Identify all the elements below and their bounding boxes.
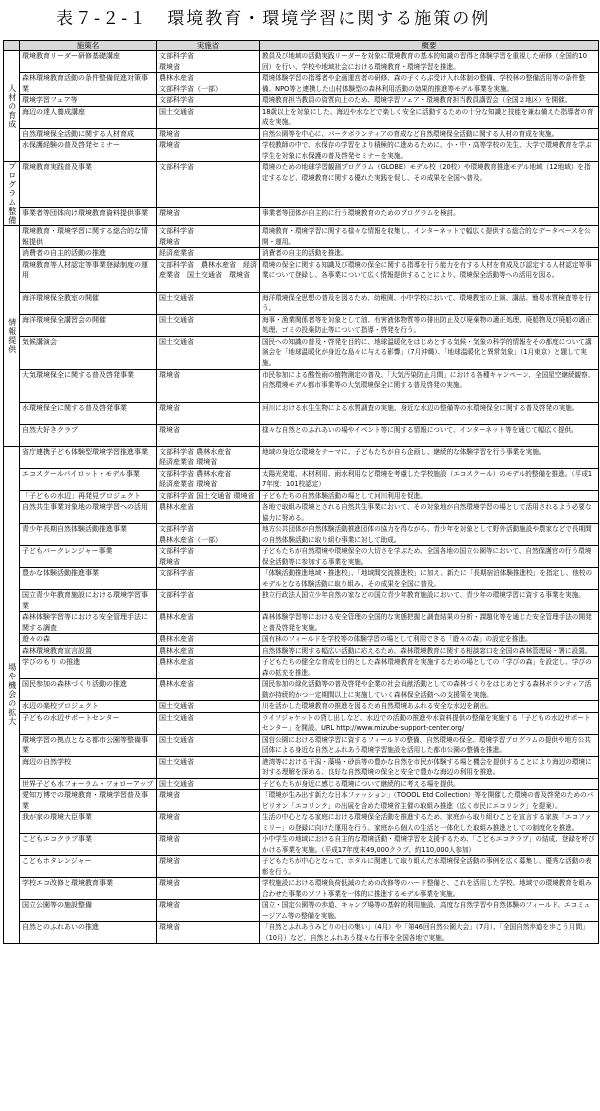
table-row — [4, 162, 599, 208]
overview-cell: 子どもたちが自然環境や環境保全の大切さを学ぶため、全国各地の国立公園等において、自然保護官の行う環境保全活動等に参加する事業を実施。 — [260, 546, 599, 568]
ministry-cell: 経済産業省 — [157, 248, 260, 260]
ministry-cell: 環境省 — [157, 790, 260, 812]
table-row — [4, 73, 599, 95]
policy-name-cell: 気候講演会 — [20, 336, 157, 369]
table-row — [4, 900, 599, 922]
ministry-cell: 国土交通省 — [157, 756, 260, 778]
ministry-cell: 環境省 — [157, 140, 260, 162]
table-row — [4, 612, 599, 634]
table-row — [4, 248, 599, 260]
overview-cell: 港湾等における干潟・藻場・砂浜等の豊かな自然を市民が体験する場と機会を提供することにより海辺の環境に対する理解を深める、良好な自然環境の保全と安全で豊かな海辺の利用を推進。 — [260, 756, 599, 778]
category-cell: プログラム整備 — [4, 162, 20, 226]
table-row — [4, 856, 599, 878]
policy-name-cell: 世界子ども水フォーラム・フォローアップ — [20, 778, 157, 790]
ministry-cell: 環境省 — [157, 812, 260, 834]
header-blank — [4, 41, 20, 51]
table-row — [4, 226, 599, 248]
table-row — [4, 546, 599, 568]
ministry-cell: 農林水産省 文部科学省（一部） — [157, 73, 260, 95]
overview-cell: 環境の保全に関する知識及び環境の保全に関する指導を行う能力を有する人材を育成及び認定する人材認定等事業について登録し、各事業について広く情報提供することにより、環境保全活動等への活用を図る。 — [260, 259, 599, 292]
table-row — [4, 140, 599, 162]
overview-cell: 「体験活動推進地域・推進校」、「地域間交流推進校」に加え、新たに「長期宿泊体験推進校」を指定し、他校のモデルとなる体験活動に取り組み、その成果を全国に普及。 — [260, 568, 599, 590]
policy-name-cell: こどもエコクラブ事業 — [20, 834, 157, 856]
ministry-cell: 文部科学省 国土交通省 環境省 — [157, 490, 260, 502]
policy-name-cell: 水保護経験の普及啓発セミナー — [20, 140, 157, 162]
table-row — [4, 778, 599, 790]
ministry-cell: 環境省 — [157, 922, 260, 944]
table-row — [4, 645, 599, 657]
policy-name-cell: 子どもの水辺サポートセンター — [20, 712, 157, 734]
header-ministry: 実施省 — [157, 41, 260, 51]
ministry-cell: 国土交通省 — [157, 734, 260, 756]
table-row — [4, 568, 599, 590]
overview-cell: 様々な自然とのふれあいの場やイベント等に関する情報について、インターネット等を通じて幅広く提供。 — [260, 424, 599, 446]
policy-name-cell: 海辺の自然学校 — [20, 756, 157, 778]
policy-name-cell: 海辺の達人養成講座 — [20, 106, 157, 128]
table-row — [4, 590, 599, 612]
policy-name-cell: 環境教育等人材認定等事業登録制度の運用 — [20, 259, 157, 292]
ministry-cell: 農林水産省 — [157, 634, 260, 646]
table-row — [4, 878, 599, 900]
ministry-cell: 環境省 — [157, 402, 260, 424]
policy-name-cell: 省庁連携子ども体験型環境学習推進事業 — [20, 446, 157, 468]
overview-cell: 国有林のフィールドを学校等の体験学習の場として利用できる「遊々の森」の設定を推進。 — [260, 634, 599, 646]
ministry-cell: 文部科学省 農林水産省 経済産業省 環境省 — [157, 468, 260, 490]
ministry-cell: 文部科学省 農林水産省 経済産業省 環境省 — [157, 446, 260, 468]
policy-name-cell: 水環境保全に関する普及啓発事業 — [20, 402, 157, 424]
overview-cell: 環境教育・環境学習に関する様々な情報を収集し、インターネットで幅広く提供する総合的なデータベースを公開・運用。 — [260, 226, 599, 248]
table-row — [4, 502, 599, 524]
table-row — [4, 106, 599, 128]
policy-name-cell: 愛知万博での環境教育・環境学習普及事業 — [20, 790, 157, 812]
ministry-cell: 文部科学省 — [157, 568, 260, 590]
policy-name-cell: 水辺の楽校プロジェクト — [20, 701, 157, 713]
policy-name-cell: 豊かな体験活動推進事業 — [20, 568, 157, 590]
ministry-cell: 農林水産省 — [157, 645, 260, 657]
table-row — [4, 922, 599, 944]
policy-name-cell: 海洋環境保全教室の開催 — [20, 292, 157, 314]
overview-cell: 子どもたちが中心となって、ホタルに関連して取り組んだ水環境保全活動の事例を広く募集し、優秀な活動の表彰を行う。 — [260, 856, 599, 878]
policy-name-cell: 事業者等団体向け環境教育資料提供事業 — [20, 208, 157, 226]
table-row — [4, 679, 599, 701]
policy-name-cell: 森林体験学習等における安全管理手法に関する調査 — [20, 612, 157, 634]
table-row — [4, 734, 599, 756]
policy-name-cell: 我が家の環境大臣事業 — [20, 812, 157, 834]
ministry-cell: 農林水産省 — [157, 657, 260, 679]
table-row — [4, 128, 599, 140]
overview-cell: 「環境が生み出す新たな日本ファッション」（TOOOL Etd Collection）等を開催した環境の普及啓発のためのパビリオン「エコリンク」の出展を含めた環境省主催の取組み推進（広く市民にエコリンク」を提案）。 — [260, 790, 599, 812]
ministry-cell: 文部科学省 — [157, 95, 260, 107]
table-row — [4, 468, 599, 490]
ministry-cell: 環境省 — [157, 900, 260, 922]
policy-name-cell: 国立青少年教育施設における環境学習事業 — [20, 590, 157, 612]
policy-name-cell: 自然とのふれあいの推進 — [20, 922, 157, 944]
policy-name-cell: 自然環境保全活動に関する人材育成 — [20, 128, 157, 140]
overview-cell: 森林体験学習等における安全管理の全国的な実態把握と調査結果の分析・課題化等を通じた安全管理手法の開発と普及啓発を実施。 — [260, 612, 599, 634]
policy-name-cell: 海洋環境保全講習会の開催 — [20, 314, 157, 336]
table-row — [4, 756, 599, 778]
table-row — [4, 95, 599, 107]
ministry-cell: 国土交通省 — [157, 314, 260, 336]
table-row — [4, 336, 599, 369]
overview-cell: 環境のための地球学習観測プログラム（GLOBE）モデル校（20校）や環境教育推進モデル地域（12地域）を指定するなど、環境教育に関する優れた実践を促し、その成果を全国へ普及。 — [260, 162, 599, 208]
ministry-cell: 文部科学省 環境省 — [157, 226, 260, 248]
overview-cell: 環境教育担当教員の資質向上のため、環境学習フェア・環境教育担当教員講習会（全国２地区）を開催。 — [260, 95, 599, 107]
ministry-cell: 国土交通省 — [157, 336, 260, 369]
policy-name-cell: こどもホタレンジャー — [20, 856, 157, 878]
ministry-cell: 国土交通省 — [157, 712, 260, 734]
policy-name-cell: 森林環境教育活動の条件整備促進対策事業 — [20, 73, 157, 95]
policy-name-cell: 環境学習の拠点となる都市公園等整備事業 — [20, 734, 157, 756]
overview-cell: 学校教師の中で、水保存の学習をより積極的に進めるために、小・中・高等学校の先生、大学で環境教育を学ぶ学生を対象に水保護の普及啓発セミナーを実施。 — [260, 140, 599, 162]
ministry-cell: 文部科学省 環境省 — [157, 51, 260, 73]
overview-cell: 海事・漁業関係者等を対象として油、有害液体物質等の排出防止及び廃棄物の適正処理、廃船物及び廃船の適正処理、ゴミの投棄防止等について指導・啓発を行う。 — [260, 314, 599, 336]
overview-cell: 国民参加の緑化活動等の普及啓発や企業の社会貢献活動としての森林づくりをはじめとする森林ボランティア活動が持続的かつ一定期間以上に実施していく森林保全活動への支援策を実施。 — [260, 679, 599, 701]
table-row — [4, 369, 599, 402]
ministry-cell: 国土交通省 — [157, 701, 260, 713]
table-row — [4, 712, 599, 734]
overview-cell: 自然公園等を中心に、パークボランティアの育成など自然環境保全活動に関する人材の育成を実施。 — [260, 128, 599, 140]
policy-name-cell: 環境教育実践普及事業 — [20, 162, 157, 208]
ministry-cell: 環境省 — [157, 878, 260, 900]
table-row — [4, 292, 599, 314]
policy-name-cell: 環境学習フェア等 — [20, 95, 157, 107]
overview-cell: 消費者の自主的活動を推進。 — [260, 248, 599, 260]
policy-name-cell: 青少年長期自然体験活動推進事業 — [20, 524, 157, 546]
ministry-cell: 農林水産省 — [157, 502, 260, 524]
table-row — [4, 446, 599, 468]
category-cell: 場や機会の拡大 — [4, 446, 20, 944]
ministry-cell: 環境省 — [157, 834, 260, 856]
policy-name-cell: 「子どもの水辺」再発見プロジェクト — [20, 490, 157, 502]
overview-cell: 地方公共団体が自然体験活動推進団体の協力を得ながら、青少年を対象として野外活動施設や農家などで長期間の自然体験活動に取り組む事業に対して助成。 — [260, 524, 599, 546]
overview-cell: 小中学生の地域における自主的な環境活動・環境学習を支援するため、「こどもエコクラブ」の結成、登録を呼びかける事業を実施。（平成17年度末49,000クラブ、約110,000人参加） — [260, 834, 599, 856]
ministry-cell: 環境省 — [157, 208, 260, 226]
policy-name-cell: 子どもパークレンジャー事業 — [20, 546, 157, 568]
ministry-cell: 環境省 — [157, 128, 260, 140]
overview-cell: 国民への知識の普及・啓発を目的に、地球温暖化をはじめとする気候・気象の科学的情報をその都度について講演会を「地球温暖化が身近な島々に与える影響」（7月沖縄）、「地球温暖化と異常気象」（1月東京）と題して実施。 — [260, 336, 599, 369]
ministry-cell: 文部科学省 環境省 — [157, 546, 260, 568]
table-row — [4, 634, 599, 646]
table-row — [4, 524, 599, 546]
page-title: 表７-２-１ 環境教育・環境学習に関する施策の例 — [56, 9, 491, 29]
policy-name-cell: 大気環境保全に関する普及啓発事業 — [20, 369, 157, 402]
table-row — [4, 208, 599, 226]
overview-cell: 18歳以上を対象にした、海辺や水などで楽しく安全に活動するための十分な知識と技能を兼ね備えた指導者の育成を実施。 — [260, 106, 599, 128]
ministry-cell: 農林水産省 — [157, 679, 260, 701]
overview-cell: 海洋環境保全思想の普及を図るため、幼稚園、小中学校において、環境教室の上演、講話、簡易水質検査等を行う。 — [260, 292, 599, 314]
overview-cell: 教員及び地域の活動実践リーダーを対象に環境教育の基本的知識の習得と体験学習を重視した研修（全国約10回）を行い、学校や地域社会における環境教育・環境学習を推進。 — [260, 51, 599, 73]
overview-cell: 国立・国定公園等の歩道、キャンプ場等の基幹的利用施設、高度な自然学習や自然体験のフィールド、エコミュージアム等の整備を実施。 — [260, 900, 599, 922]
header-policy-name: 施策名 — [20, 41, 157, 51]
overview-cell: 学校施設における環境負荷低減のための改修等のハード整備と、これを活用した学校、地域での環境教育を組み合わせた事業のソフト事業を一体的に推進するモデル事業を実施。 — [260, 878, 599, 900]
policy-name-cell: 環境教育・環境学習に関する総合的な情報提供 — [20, 226, 157, 248]
policy-name-cell: エコスクールパイロット・モデル事業 — [20, 468, 157, 490]
table-row — [4, 812, 599, 834]
overview-cell: 河川における水生生物による水質調査の実施、身近な水辺の整備等の水環境保全に関する普及啓発の実施。 — [260, 402, 599, 424]
policy-table — [3, 40, 599, 944]
ministry-cell: 環境省 — [157, 424, 260, 446]
overview-cell: 環境体験学習の指導者や企画運営者の研修、森の子くらぶ受け入れ体制の整備、学校林の整備活用等の条件整備、NPO等と連携した山村体験型の森林利用活動の効果的推進等モデル事業を実施。 — [260, 73, 599, 95]
policy-name-cell: 学校エコ改修と環境教育事業 — [20, 878, 157, 900]
table-row — [4, 490, 599, 502]
overview-cell: 各地で取組み環境とされる自然共生事業において、その対象地が自然環境学習の場として活用されるよう必要な協力に努める。 — [260, 502, 599, 524]
category-cell: 情報提供 — [4, 226, 20, 447]
overview-cell: 太陽光発電、木材利用、雨水利用など環境を考慮した学校施設（エコスクール）のモデル的整備を推進。（平成17年度：101校認定） — [260, 468, 599, 490]
table-row — [4, 259, 599, 292]
ministry-cell: 文部科学省 — [157, 590, 260, 612]
ministry-cell: 文部科学省 農林水産省 経済産業省 国土交通省 環境省 — [157, 259, 260, 292]
ministry-cell: 国土交通省 — [157, 106, 260, 128]
table-row — [4, 701, 599, 713]
overview-cell: 子どもたちが身近に感じる環境について継続的に考える場を提供。 — [260, 778, 599, 790]
table-row — [4, 424, 599, 446]
overview-cell: 地域の身近な環境をテーマに、子どもたちが自ら企画し、継続的な体験学習を行う事業を実施。 — [260, 446, 599, 468]
overview-cell: 市民参加による酸性雨の植物測定の普及、「大気汚染防止月間」における各種キャンペーン、全国星空継続観察、自然環境モデル都市事業等の大気環境保全に関する普及啓発の実施。 — [260, 369, 599, 402]
overview-cell: 子どもたちの健全な育成を目的とした森林環境教育を実施するための場としての「学びの森」を設定し、学びの森の拡充を推進。 — [260, 657, 599, 679]
policy-name-cell: 遊々の森 — [20, 634, 157, 646]
policy-name-cell: 自然共生事業対象地の環境学習への活用 — [20, 502, 157, 524]
ministry-cell: 文部科学省 農林水産省（一部） — [157, 524, 260, 546]
ministry-cell: 農林水産省 — [157, 612, 260, 634]
ministry-cell: 環境省 — [157, 369, 260, 402]
policy-name-cell: 国民参加の森林づくり活動の推進 — [20, 679, 157, 701]
overview-cell: 自然体験等に関する幅広い活動に応えるため、森林環境教育に関する相談窓口を全国の森林管理局・署に設置。 — [260, 645, 599, 657]
ministry-cell: 国土交通省 — [157, 292, 260, 314]
ministry-cell: 環境省 — [157, 856, 260, 878]
overview-cell: 川を活かした環境教育の推進を図るため自然環境あふれる安全な水辺を創出。 — [260, 701, 599, 713]
table-row — [4, 790, 599, 812]
overview-cell: 事業者等団体が自主的に行う環境教育のためのプログラムを検討。 — [260, 208, 599, 226]
table-row — [4, 834, 599, 856]
table-row — [4, 51, 599, 73]
overview-cell: ライフジャケットの貸し出しなど、水辺での活動の推進や水資料提供の整備を実施する「子どもの水辺サポートセンター」を開設。URL http://www.mizube-support-center.org/ — [260, 712, 599, 734]
policy-name-cell: 自然大好きクラブ — [20, 424, 157, 446]
header-overview: 概要 — [260, 41, 599, 51]
ministry-cell: 国土交通省 — [157, 778, 260, 790]
table-row — [4, 314, 599, 336]
table-row — [4, 657, 599, 679]
policy-name-cell: 消費者の自主的活動の推進 — [20, 248, 157, 260]
ministry-cell: 文部科学省 — [157, 162, 260, 208]
policy-name-cell: 環境教育リーダー研修基礎講座 — [20, 51, 157, 73]
table-header-row — [4, 41, 599, 51]
overview-cell: 生活の中心となる家庭における環境保全活動を推進するため、家庭から取り組むことを宣言する家族「エコファミリー」の登録に向けた運用を行う。家庭から個人の生活と一体化した取組み推進としての制度化を推進。 — [260, 812, 599, 834]
policy-name-cell: 国立公園等の施設整備 — [20, 900, 157, 922]
table-row — [4, 402, 599, 424]
category-cell: 人材の育成 — [4, 51, 20, 162]
policy-name-cell: 学びのもり の推進 — [20, 657, 157, 679]
overview-cell: 子どもたちの自然体験活動の場として河川利用を促進。 — [260, 490, 599, 502]
overview-cell: 独立行政法人国立少年自然の家などの国立青少年教育施設において、青少年の環境学習に資する事業を実施。 — [260, 590, 599, 612]
policy-name-cell: 森林環境教育宣言設置 — [20, 645, 157, 657]
overview-cell: 国営公園における環境学習に資するフィールドの整備、自然環境の保全、環境学習プログラムの提供や地方公共団体による身近な自然とふれあう環境学習施設を活用した都市公園の整備を推進。 — [260, 734, 599, 756]
overview-cell: 「自然とふれあうみどりの日の集い」（4月）や「第46回自然公園大会」（7月）、「全国自然歩道を歩こう月間」（10月）など、自然とふれあう様々な行事を全国各地で実施。 — [260, 922, 599, 944]
